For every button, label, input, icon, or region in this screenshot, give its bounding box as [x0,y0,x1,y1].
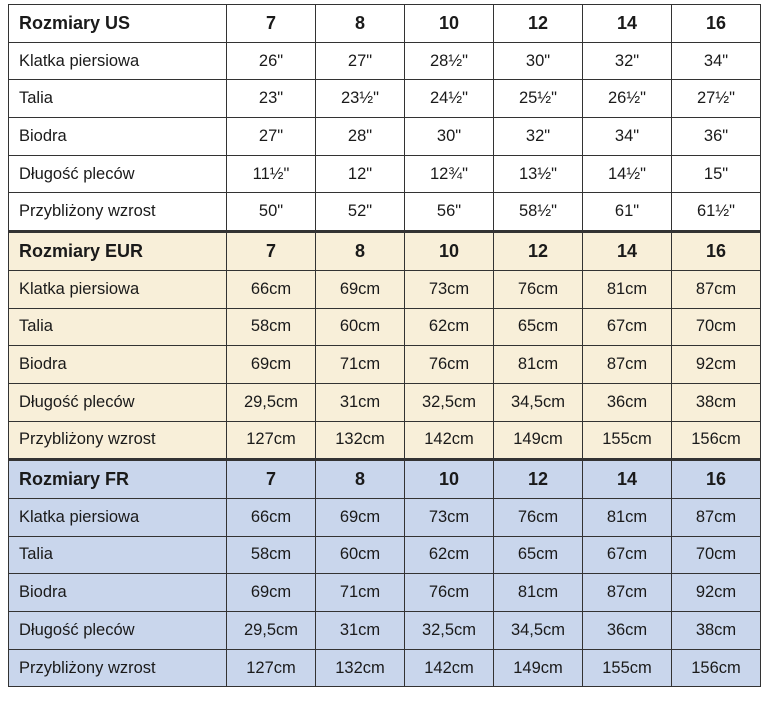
section-fr [9,460,761,687]
measurement-value: 28½" [405,42,494,80]
measurement-value: 155cm [583,421,672,460]
size-header-cell: 14 [583,460,672,499]
measurement-label: Talia [9,80,227,118]
size-chart-table [8,4,761,687]
section-header-row [9,232,761,271]
measurement-value: 66cm [227,498,316,536]
measurement-value: 58cm [227,308,316,346]
measurement-value: 87cm [583,574,672,612]
measurement-value: 36cm [583,612,672,650]
table-row [9,80,761,118]
section-header-row [9,5,761,43]
measurement-value: 65cm [494,536,583,574]
table-row [9,118,761,156]
measurement-value: 81cm [583,270,672,308]
section-title: Rozmiary US [9,5,227,43]
measurement-value: 14½" [583,155,672,193]
measurement-value: 127cm [227,649,316,687]
measurement-value: 34,5cm [494,383,583,421]
measurement-value: 127cm [227,421,316,460]
measurement-value: 132cm [316,649,405,687]
measurement-value: 67cm [583,536,672,574]
measurement-label: Talia [9,308,227,346]
measurement-label: Talia [9,536,227,574]
size-header-cell: 8 [316,5,405,43]
measurement-value: 32" [494,118,583,156]
measurement-value: 71cm [316,346,405,384]
measurement-value: 87cm [583,346,672,384]
measurement-value: 34" [672,42,761,80]
measurement-label: Przybliżony wzrost [9,193,227,232]
measurement-value: 34" [583,118,672,156]
measurement-label: Biodra [9,346,227,384]
measurement-label: Przybliżony wzrost [9,649,227,687]
measurement-value: 12" [316,155,405,193]
measurement-value: 71cm [316,574,405,612]
measurement-value: 34,5cm [494,612,583,650]
table-row [9,612,761,650]
measurement-value: 32,5cm [405,383,494,421]
table-row [9,383,761,421]
measurement-value: 62cm [405,536,494,574]
section-eur [9,232,761,460]
measurement-value: 81cm [494,346,583,384]
table-row [9,270,761,308]
measurement-value: 132cm [316,421,405,460]
table-row [9,346,761,384]
measurement-value: 26" [227,42,316,80]
measurement-value: 11½" [227,155,316,193]
measurement-value: 81cm [583,498,672,536]
measurement-label: Długość pleców [9,612,227,650]
measurement-value: 31cm [316,383,405,421]
measurement-value: 32,5cm [405,612,494,650]
measurement-value: 156cm [672,421,761,460]
measurement-value: 28" [316,118,405,156]
measurement-value: 92cm [672,346,761,384]
measurement-value: 61" [583,193,672,232]
table-row [9,536,761,574]
measurement-value: 30" [405,118,494,156]
measurement-value: 23" [227,80,316,118]
size-header-cell: 14 [583,232,672,271]
measurement-value: 69cm [316,498,405,536]
measurement-value: 32" [583,42,672,80]
table-row [9,308,761,346]
measurement-value: 65cm [494,308,583,346]
table-row [9,498,761,536]
measurement-label: Długość pleców [9,155,227,193]
measurement-value: 66cm [227,270,316,308]
size-header-cell: 14 [583,5,672,43]
table-row [9,574,761,612]
table-row [9,42,761,80]
measurement-value: 155cm [583,649,672,687]
measurement-value: 15" [672,155,761,193]
size-header-cell: 8 [316,232,405,271]
measurement-value: 36" [672,118,761,156]
size-header-cell: 8 [316,460,405,499]
size-header-cell: 12 [494,460,583,499]
size-header-cell: 12 [494,232,583,271]
section-header-row [9,460,761,499]
measurement-value: 60cm [316,308,405,346]
measurement-value: 76cm [405,574,494,612]
size-header-cell: 7 [227,232,316,271]
measurement-value: 38cm [672,383,761,421]
measurement-value: 23½" [316,80,405,118]
measurement-value: 69cm [227,346,316,384]
measurement-value: 60cm [316,536,405,574]
measurement-value: 58½" [494,193,583,232]
measurement-value: 70cm [672,536,761,574]
measurement-value: 87cm [672,270,761,308]
measurement-value: 26½" [583,80,672,118]
measurement-value: 156cm [672,649,761,687]
size-header-cell: 10 [405,5,494,43]
size-header-cell: 7 [227,5,316,43]
size-header-cell: 10 [405,232,494,271]
measurement-label: Klatka piersiowa [9,42,227,80]
measurement-value: 50" [227,193,316,232]
measurement-value: 27" [227,118,316,156]
measurement-value: 36cm [583,383,672,421]
measurement-value: 69cm [227,574,316,612]
measurement-value: 73cm [405,270,494,308]
measurement-label: Biodra [9,574,227,612]
measurement-label: Biodra [9,118,227,156]
table-row [9,193,761,232]
size-header-cell: 16 [672,232,761,271]
measurement-value: 149cm [494,421,583,460]
section-us [9,5,761,232]
measurement-label: Długość pleców [9,383,227,421]
measurement-value: 87cm [672,498,761,536]
measurement-value: 13½" [494,155,583,193]
measurement-value: 76cm [494,498,583,536]
measurement-value: 61½" [672,193,761,232]
measurement-value: 29,5cm [227,383,316,421]
table-row [9,421,761,460]
measurement-value: 58cm [227,536,316,574]
measurement-value: 27" [316,42,405,80]
measurement-label: Klatka piersiowa [9,270,227,308]
measurement-value: 56" [405,193,494,232]
measurement-value: 76cm [405,346,494,384]
measurement-value: 70cm [672,308,761,346]
measurement-value: 67cm [583,308,672,346]
size-header-cell: 7 [227,460,316,499]
measurement-value: 31cm [316,612,405,650]
measurement-value: 25½" [494,80,583,118]
section-title: Rozmiary EUR [9,232,227,271]
measurement-value: 142cm [405,421,494,460]
measurement-value: 73cm [405,498,494,536]
measurement-value: 38cm [672,612,761,650]
measurement-value: 12¾" [405,155,494,193]
size-header-cell: 16 [672,460,761,499]
measurement-label: Klatka piersiowa [9,498,227,536]
size-header-cell: 12 [494,5,583,43]
measurement-value: 149cm [494,649,583,687]
measurement-value: 76cm [494,270,583,308]
measurement-value: 81cm [494,574,583,612]
size-header-cell: 16 [672,5,761,43]
measurement-value: 52" [316,193,405,232]
measurement-value: 30" [494,42,583,80]
measurement-value: 142cm [405,649,494,687]
measurement-value: 24½" [405,80,494,118]
size-header-cell: 10 [405,460,494,499]
table-row [9,649,761,687]
table-row [9,155,761,193]
measurement-value: 27½" [672,80,761,118]
measurement-value: 92cm [672,574,761,612]
measurement-value: 29,5cm [227,612,316,650]
section-title: Rozmiary FR [9,460,227,499]
measurement-value: 62cm [405,308,494,346]
measurement-label: Przybliżony wzrost [9,421,227,460]
measurement-value: 69cm [316,270,405,308]
